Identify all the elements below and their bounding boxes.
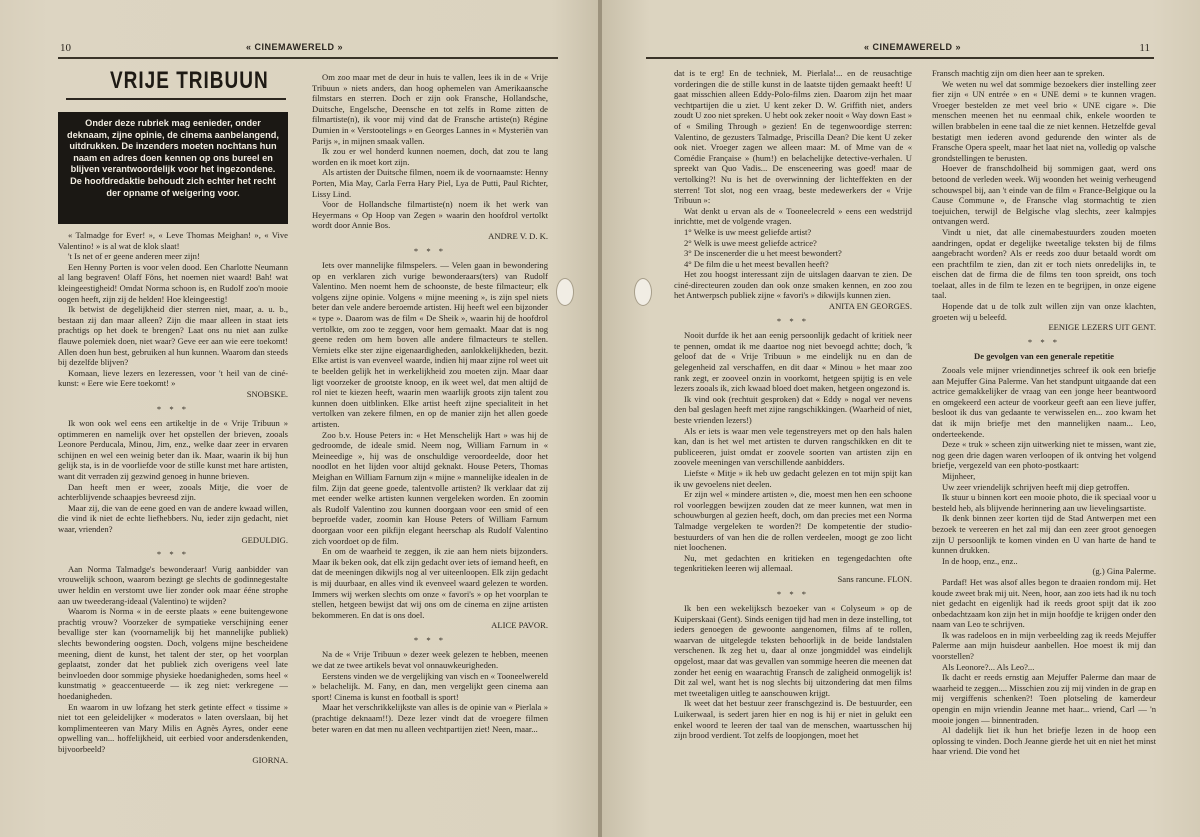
paragraph: 1° Welke is uw meest geliefde artist? [684,226,812,237]
signature: GIORNA. [252,754,288,765]
paragraph: Ik zou er wel honderd kunnen noemen, doch, dat zou te lang worden en ik moet kort zijn. [312,146,548,167]
signature: (g.) Gina Palerme. [1092,566,1156,577]
right-column-1 [674,68,912,832]
right-column-2 [932,68,1156,832]
paragraph: Als er iets is waar men vele tegenstreyers met op den hals halen kan, dan is het wel met artisten te durven rangschikken en dit te publiceeren, juist omdat er zoovele soorten van artisten zijn en zoovele meeningen van verschillende aanbidders. [674,425,912,468]
paragraph: Ik weet dat het bestuur zeer franschgezind is. De bestuurder, een Luikerwaal, is sedert jaren hier en nog is hij er niet in gelukt een enkel woord te leeren der taal van de menschen, waartusschen hij zijn brood verdient. Tot zelfs de loopjongen, moet het [674,698,912,741]
intro-box-text: Onder deze rubriek mag eenieder, onder deknaam, zijne opinie, de cinema aanbelangend, uitdrukken. De inzenders moeten nochtans hun naam en adres doen kennen op ons bureel en blijven verantwoordelijk voor het ingezondene. De hoofdredaktie behoudt zich echter het recht der opname of weigering voor. [67,118,279,198]
paragraph: Maar het verschrikkelijkste van alles is de opinie van « Pierlala » (prachtige deknaam!!). Deze lezer vindt dat de vroegere filmen beter waren en dat men nu alleen vechtpartijen ziet! Neen, maar... [312,702,548,734]
signature: ANDRE V. D. K. [488,230,548,241]
paragraph: Er zijn wel « mindere artisten », die, moest men hen een schoone rol voorleggen bewijzen zouden dat ze meer kunnen, wat men in schouwburgen al gezien heeft, doch, om dan precies met een Norma Talmadge vergeleken te worden?! De kompetentie der studio-bestuurders of van hen die de rollen verdeelen, moogt ge zoo licht niet loochenen. [674,489,912,553]
paragraph: Zoo b.v. House Peters in: « Het Menschelijk Hart » was hij de gedroomde, de ideale smid. Neem nog, William Farnum in « Meineedige », hij was de onschuldige veroordeelde, door het noodlot en het lijden voor altijd geknakt. House Peters, Thomas Meighan en William Farnum zijn « mijne » mannelijke idealen in de film. Zijn dat geene goede, talentvolle artisten? Ik verklaar dat zij met eender welke artisten kunnen vergeleken worden. En zoomin als Rudolf Valentino zou kunnen doorgaan voor een smid of een beproefde vader, zoomin kan House Peters of William Farnum doorgaan voor een pikfijn elegant heerschap als Rudolf Valentino zich voordoet op de film. [312,429,548,546]
paragraph: 3° De inscenerder die u het meest bewondert? [684,248,842,259]
signature: EENIGE LEZERS UIT GENT. [1048,322,1156,333]
paragraph: Het zou hoogst interessant zijn de uitslagen daarvan te zien. De ciné-directeuren zouden dan ook onze smaken kennen, en zoo zou het Antwerpsch publiek zijne « favori's » dikwijls kunnen zien. [674,269,912,301]
paragraph: Voor de Hollandsche filmartiste(n) noem ik het werk van Heyermans « Op Hoop van Zegen » waarin den hoofdrol vertolkt wordt door Annie Bos. [312,199,548,231]
separator-stars: * * * [413,634,447,645]
paragraph: Mijnheer, [942,470,976,481]
paragraph: Vindt u niet, dat alle cinemabestuurders zouden moeten aandringen, opdat er degelijke tweetalige teksten bij de films aangebracht worden? Als er reeds zoo duur betaald wordt om een prachtfilm te zien, dan zit er toch niets onredelijks in, te eischen dat de firma die de films ten toon spreidt, ons toch toelaat, alles in de film te lezen en te begrijpen, in onze eigene taal. [932,226,1156,301]
binding-hole-left [556,278,574,306]
left-column-2 [312,72,548,832]
paragraph: Iets over mannelijke filmspelers. — Velen gaan in bewondering op en verklaren zich vurige bewonderaars(ters) van Rudolf Valentino. Men noemt hem de schoonste, de beste filmacteur; elk volgens zijne opinie. Volgens « mijne meening », is zijn spel niets beter dan vele andere beroemde artisten. Hij heeft wel een bijzonder « type ». Daarom was de film « De Sheik », waarin hij de hoofdrol vertolkte, om zoo te zeggen, voor hem gemaakt. Maar dat is nog geene reden om hem boven alle andere filmacteurs te stellen. Verniets elke ster zijne eigenaardigheden, aanlokkelijkheden, bezit. Elke artist is van evenveel waarde, indien hij maar zijne rol weet uit te beelden gelijk het in werkelijkheid zou moeten zijn. Maar daar ligt voorzeker de grootste knoop, en ik weet wel, dat men altijd de rol niet te kiezen heeft, waarin men waarlijk groots zijn talent zou kunnen doen uitblinken. Elke artist heeft zijne specialiteit in het vertolken van zekere filmen, en op de manier zijn het allen goede artisten. [312,260,548,429]
paragraph: Een Henny Porten is voor velen dood. Een Charlotte Neumann al lang begraven! Olaff Föns, het noemen niet waard! Bah! wat kleingeestigheid! Omdat Norma schoon is, en Rudolf zoo'n mooie oogen heeft, zijn zij de helden! Hoe kleingeestig! [58,261,288,304]
paragraph: Nu, met gedachten en kritieken en tegengedachten ofte tegenkritieken leeren wij allemaal. [674,552,912,574]
header-rule-right [646,57,1154,59]
signature: ALICE PAVOR. [491,620,548,631]
page-number-right: 11 [1139,42,1150,54]
paragraph: Als Leonore?... Als Leo?... [942,661,1035,672]
paragraph: Ik won ook wel eens een artikeltje in de « Vrije Tribuun » optimmeren en namelijk over het opstellen der brieven, zooals Leonore Perducala, Minou, Jim, enz., welke daar zeer in ervaren schijnen en wel een weinig beter dan ik. Maar, waarin ik bij hun gelijk sta, is in de voorliefde voor de stille kunst met hare artisten, want dit verraden zij gezwind genoeg in hunne brieven. [58,418,288,482]
right-page [602,0,1200,837]
running-head-left: « CINEMAWERELD » [246,42,344,52]
paragraph: Nooit durfde ik het aan eenig persoonlijk gedacht of kritiek neer te pennen, omdat ik me daartoe nog niet bevoegd achtte; doch, 'k geloof dat de « Vrije Tribuun » me eindelijk nu en dan de gelegenheid zal verschaffen, en dit daar « Minou » het maar zoo rank zegt, er zooveel onzin in voorkomt, hetgeen spijtig is en vele lezers zooals ik, zich kwaad bloed doet maken, hetgeen ongezond is. [674,330,912,394]
paragraph: Ik stuur u binnen kort een mooie photo, die ik speciaal voor u besteld heb, als blijvende herinnering aan uw lievelingsartiste. [932,492,1156,513]
paragraph: Als artisten der Duitsche filmen, noem ik de voornaamste: Henny Porten, Mia May, Carla Ferra Hary Piel, Lya de Putti, Paul Richter, Lissy Lind. [312,167,548,199]
separator-stars: * * * [776,588,810,599]
separator-stars: * * * [156,403,190,414]
paragraph: Waarom is Norma « in de eerste plaats » eene buitengewone prachtig vrouw? Voorzeker de sympatieke verschijning eener bevallige ster kan (voornamelijk bij het mannelijke publiek) slechts bewondering oogsten. Doch, volgens mijne bescheidene meening, dient de kunst, het talent der ster, op het voorplan geplaatst, zonder dat het publiek zich overigens veel late beinvloeden door sommige physieke hoedanigheden, soms heel « kunstmatig » geaccentueerde — ik zeg niet: verkregene — hoedanigheden. [58,606,288,701]
paragraph: Uw zeer vriendelijk schrijven heeft mij diep getroffen. [942,481,1130,492]
paragraph: 4° De film die u het meest bevallen heeft? [684,258,829,269]
signature: GEDULDIG. [241,534,288,545]
paragraph: Hoever de franschdolheid bij sommigen gaat, werd ons betoond de verleden week. Wij woonden het weinig verheugend schouwspel bij, aan 't einde van de film « France-Belgique ou la Cause Commune », de Fransche vlag stormachtig te zien toejuichen, terwijl de Belgische vlag slechts, zeer kalmpjes ontvangen werd. [932,163,1156,227]
paragraph: En waarom in uw lofzang het sterk getinte effect « tissime » niet tot een geleidelijker « moderatos » laten overslaan, bij het komplimenteeren van Mary Milis en Agnès Ayres, onder eene opwelling van... hoffelijkheid, uit eerbied voor andersdenkenden, bijvoorbeeld? [58,701,288,754]
page-number-left: 10 [60,42,71,54]
paragraph: Deze « truk » scheen zijn uitwerking niet te missen, want zie, nog geen drie dagen waren verloopen of ik ontving het volgend briefje, vergezeld van een photo-postkaart: [932,439,1156,471]
paragraph: Om zoo maar met de deur in huis te vallen, lees ik in de « Vrije Tribuun » niets anders, dan hoog ophemelen van Amerikaansche filmstars en sterren. Doch er zijn ook Fransche, Hollandsche, Duitsche, Engelsche, Deensche en tot zelfs in Rome zitten de filmartiste(n), ik voor mij vind dat de Fransche artiste(n) Régine Dumien in « Verstootelings » en Georges Lannes in « Mysteriën van Parijs », in mijnen smaak vallen. [312,72,548,146]
intro-box [58,112,288,224]
signature: ANITA EN GEORGES. [828,301,912,312]
title-underline [66,98,286,100]
separator-stars: * * * [776,315,810,326]
paragraph: Fransch machtig zijn om dien heer aan te spreken. [932,68,1105,78]
paragraph: Ik betwist de degelijkheid dier sterren niet, maar, a. u. b., bestaan zij dan maar alleen? Zijn die maar alleen in staat iets prachtigs op het doek te brengen? Laat ons nu niet aan zulke flauwe polemiek doen, niet waar? Geve eer aan wie eere toekomt! Allen doen hun best, gebruiken al hun kunnen. Waarom dan steeds bij dezelfde blijven? [58,304,288,368]
paragraph: Ik dacht er reeds ernstig aan Mejuffer Palerme dan maar de waarheid te zeggen.... Misschien zou zij mij vinden in de grap en mij vergiffenis schenken?! Toen plotseling de kamerdeur opengin en mijn vriendin Jeanne met haar... vriend, Carl — 'n mooie jongen — binnentraden. [932,672,1156,725]
paragraph: 2° Welk is uwe meest geliefde actrice? [684,237,817,248]
paragraph: In de hoop, enz., enz.. [942,555,1018,566]
binding-hole-right [634,278,652,306]
left-column-1 [58,230,288,830]
section-masthead [66,68,286,100]
paragraph: En om de waarheid te zeggen, ik zie aan hem niets bijzonders. Maar ik beken ook, dat elk zijn gedacht over iets of iemand heeft, en dat de meeningen dikwijls nog al ver uiteenloopen. Elk zijn gedacht is mij duurbaar, en alles vind ik evenveel waard gelezen te worden. Immers wij werken slechts om onze « favori's » op het voorplan te stellen, hetgeen bewijst dat wij ons om de cinema en zijne artisten bekommeren. En dat is ons doel. [312,546,548,620]
running-head-right: « CINEMAWERELD » [864,42,962,52]
paragraph: Ik vind ook (rechtuit gesproken) dat « Eddy » nogal ver nevens den bal geslagen heeft met zijne rangschikkingen. (Waarheid of niet, beste vrienden lezers!) [674,393,912,425]
paragraph: dat is te erg! En de techniek, M. Pierlala!... en de reusachtige vorderingen die de stille kunst in de laatste tijden gemaakt heeft! U gaat misschien alleen Eddy-Polo-films zien. Daarom zijn het maar vechtpartijen die u ziet. U kent zeker D. W. Griffith niet, anders zoudt U zoo niet spreken. U hebt ook zeker nooit « Way down East » of « Smiling Through » gezien! En de tegenwoordige sterren: Valentino, de gezusters Talmadge, Priscilla Dean? Die kent U zeker ook niet. Vroeger zagen we alleen maar: M. of Mme van de « Comédie Française » (hum!) en belachelijke detective-verhalen. U spreekt van Quo Vadis... De ensceneering was goed! maar de vertolking?! Nu is het de overwinning der lichteffekten en der sterren! Tot slot, nog een vraag, beste medewerkers der « Vrije Tribuun »: [674,68,912,206]
paragraph: Ik ben een wekelijksch bezoeker van « Colyseum » op de Kuiperskaai (Gent). Sinds eenigen tijd had men in deze instelling, tot ieders genoegen de gewoonte aangenomen, films af te rollen, waarvan de uitgelegde teksten behoorlijk in de beide landstalen verschenen. Ik zeg het u, daar al onze jongmiddel was eindelijk opgelost, maar dat was gevallen van sommige heeren die meenen dat zonder het eenig en waarachtig Fransch de zaligheid onmogelijk is! Dit zal wel, want het is nog slechts bij uitzondering dat men films met tweetaligen uitleg te aanschouwen krijgt. [674,603,912,698]
section-title: VRIJE TRIBUUN [110,68,269,95]
paragraph: Ik was radeloos en in mijn verbeelding zag ik reeds Mejuffer Palerme aan mijn huisdeur aanbellen. Hoe moest ik mij dan voorstellen? [932,629,1156,662]
paragraph: Eerstens vinden we de vergelijking van visch en « Tooneelwereld » belachelijk. M. Fany, en dan, men vergelijkt geen cinema aan sport! Cinema is kunst en football is sport! [312,670,548,702]
header-rule-left [58,57,558,59]
paragraph: Na de « Vrije Tribuun » dezer week gelezen te hebben, meenen we dat ze twee artikels bevat vol onnauwkeurigheden. [312,649,548,671]
separator-stars: * * * [1027,336,1061,347]
paragraph: 't Is net of er geene anderen meer zijn! [68,251,200,262]
paragraph: Al dadelijk liet ik hun het briefje lezen in de hoop een oplossing te vinden. Doch Jeanne gierde het uit en niet het minst haar vriend. Die vond het [932,725,1156,757]
signature: SNOBSKE. [246,388,288,399]
paragraph: Maar zij, die van de eene goed en van de andere kwaad willen, die vind ik niet de echte liefhebbers. Nu, ieder zijn gedacht, niet waar, vrienden? [58,502,288,535]
subheading: De gevolgen van een generale repetitie [974,351,1114,362]
separator-stars: * * * [413,245,447,256]
paragraph: Pardaf! Het was alsof alles begon te draaien rondom mij. Het koude zweet brak mij uit. Neen, hoor, aan zoo iets had ik nu toch niet gedacht en eigenlijk had ik reeds groot spijt dat ik zoo onbedachtzaam kon zijn het in mijn hoofdje te krijgen onder den naam van Leo te schrijven. [932,576,1156,630]
paragraph: Komaan, lieve lezers en lezeressen, voor 't heil van de ciné-kunst: « Eere wie Eere toekomt! » [58,367,288,389]
paragraph: Zooals vele mijner vriendinnetjes schreef ik ook een briefje aan Mejuffer Gina Palerme. Van het standpunt uitgaande dat een actrice gemakkelijker de vraag van een jonge heer beantwoord en omgekeerd een acteur de voorkeur geeft aan een lieve juffer, besloot ik dus van gedaante te verwisselen en... zoo kwam het dat ik mijn briefje met den mannelijken naam... Leo, onderteekende. [932,365,1156,439]
signature: Sans rancune. FLON. [837,573,912,584]
paragraph: Ik denk binnen zeer korten tijd de Stad Antwerpen met een bezoek te vereeren en het zal mij dan een zeer groot genoegen zijn U persoonlijk te komen vinden en U van harte de hand te kunnen drukken. [932,513,1156,556]
paragraph: Hopende dat u de tolk zult willen zijn van onze klachten, groeten wij u beleefd. [932,301,1156,322]
separator-stars: * * * [156,549,190,560]
paragraph: Dan heeft men er weer, zooals Mitje, die voer de achterblijvende schaapjes bevreesd zijn. [58,481,288,503]
paragraph: « Talmadge for Ever! », « Leve Thomas Meighan! », « Vive Valentino! » is al wat de klok slaat! [58,230,288,251]
paragraph: Wat denkt u ervan als de « Tooneelecreld » eens een wedstrijd inrichtte, met de volgende vragen. [674,205,912,227]
paragraph: Aan Norma Talmadge's bewonderaar! Vurig aanbidder van vrouwelijk schoon, waarom bezingt ge slechts de godinnegestalte uwer heldin en verstomt uwe lier zonder ook maar ééne strophe aan uw tweederang-ideaal (Valentino) te wijden? [58,563,288,606]
paragraph: We weten nu wel dat sommige bezoekers dier instelling zeer fier zijn « UN entrée » en « UNE demi » te kunnen vragen. Vroeger bestelden ze met veel brio « UNE cigare ». Die menschen meenen het nu eenmaal chik, enkele woorden te willen brabbelen in eene taal die ze niet kennen. Hetzelfde geval bestatigt men iederen avond gedurende den winter als de Fransche Opera speelt, maar het laat niet na, volledig op valsche grondstellingen te berusten. [932,78,1156,163]
paragraph: Liefste « Mitje » ik heb uw gedacht gelezen en tot mijn spijt kan ik uw gevoelens niet deelen. [674,467,912,489]
